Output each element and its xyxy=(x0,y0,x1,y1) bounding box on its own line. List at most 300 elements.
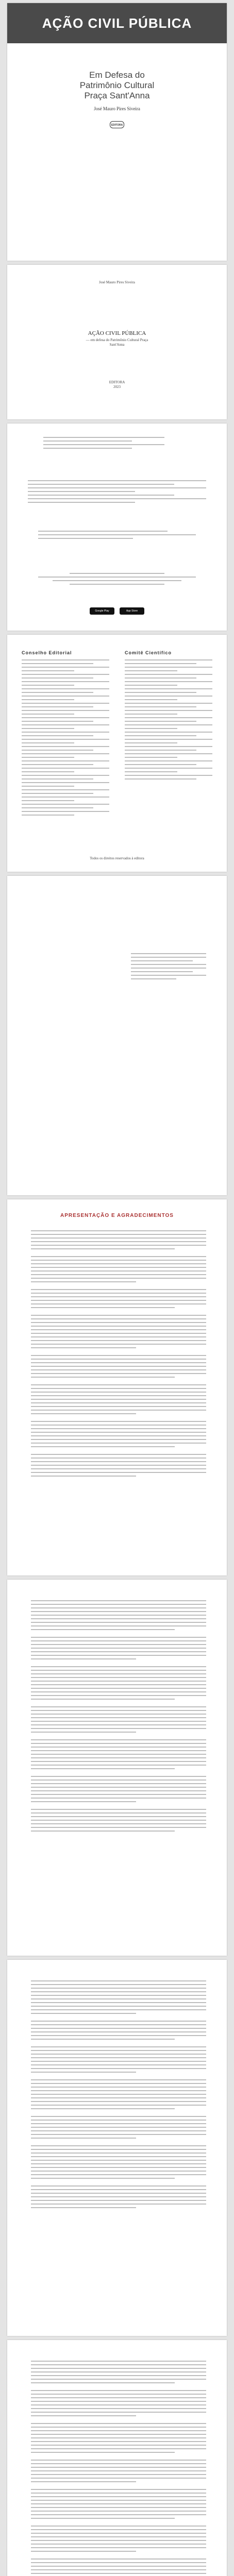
text-line xyxy=(22,771,74,772)
text-line xyxy=(22,742,74,743)
text-line xyxy=(31,1794,206,1795)
text-line xyxy=(43,440,132,442)
text-line xyxy=(31,2445,206,2446)
board-left-heading: Conselho Editorial xyxy=(22,650,72,655)
text-line xyxy=(125,775,212,776)
cover-title-band xyxy=(7,3,227,43)
text-line xyxy=(31,1761,206,1762)
text-line xyxy=(22,764,93,765)
text-line xyxy=(28,487,206,488)
text-line xyxy=(31,1684,206,1685)
text-line xyxy=(31,2009,206,2010)
text-line xyxy=(31,1446,175,1447)
text-line xyxy=(125,714,177,715)
text-line xyxy=(31,2178,175,2179)
text-line xyxy=(31,1776,206,1777)
text-line xyxy=(31,2474,206,2475)
text-line xyxy=(125,688,212,689)
text-line xyxy=(31,1432,206,1433)
text-line xyxy=(22,807,93,808)
text-line xyxy=(31,1717,206,1718)
text-line xyxy=(31,2090,206,2091)
text-line xyxy=(31,1270,206,1272)
text-line xyxy=(31,2415,136,2416)
text-line xyxy=(22,789,109,790)
text-line xyxy=(31,1980,206,1981)
text-line xyxy=(31,2404,206,2405)
dedication-text xyxy=(131,953,206,982)
text-line xyxy=(31,2364,206,2365)
text-line xyxy=(31,1329,206,1330)
text-line xyxy=(31,1988,206,1989)
text-line xyxy=(22,667,109,668)
text-line xyxy=(31,1699,175,1700)
text-line xyxy=(28,498,206,499)
text-line xyxy=(22,753,109,754)
text-line xyxy=(31,1402,206,1403)
text-line xyxy=(31,1278,206,1279)
board-footer: Todos os direitos reservados à editora xyxy=(90,856,144,860)
half-title-publisher: EDITORA xyxy=(109,380,125,384)
text-line xyxy=(125,685,177,686)
text-line xyxy=(125,703,212,704)
text-line xyxy=(22,681,109,682)
text-line xyxy=(31,2382,175,2383)
text-line xyxy=(31,2087,206,2088)
text-line xyxy=(31,2068,206,2069)
text-line xyxy=(22,663,93,664)
text-line xyxy=(31,2145,206,2146)
editorial-board-page xyxy=(7,635,227,872)
copyright-block xyxy=(43,437,191,451)
text-line xyxy=(28,495,174,496)
text-line xyxy=(31,1768,175,1769)
text-line xyxy=(31,1827,206,1828)
page-body xyxy=(31,1980,206,2211)
text-line xyxy=(31,1465,206,1466)
text-line xyxy=(31,2050,206,2051)
text-line xyxy=(31,2437,206,2438)
acknowledgements-page xyxy=(7,1199,227,1575)
text-line xyxy=(31,1307,175,1308)
text-line xyxy=(22,793,93,794)
text-line xyxy=(22,746,109,747)
text-line xyxy=(125,778,196,779)
text-line xyxy=(31,2544,206,2545)
text-line xyxy=(31,2024,206,2025)
text-line xyxy=(31,2371,206,2372)
text-line xyxy=(31,1604,206,1605)
text-line xyxy=(31,2434,206,2435)
text-line xyxy=(31,1706,206,1707)
text-line xyxy=(125,699,177,700)
text-line xyxy=(22,685,74,686)
text-line xyxy=(31,2573,206,2574)
text-line xyxy=(31,1476,136,1477)
half-title-author: José Mauro Pires Siveira xyxy=(99,280,135,284)
text-line xyxy=(31,1673,206,1674)
text-line xyxy=(31,2116,206,2117)
text-line xyxy=(31,2427,206,2428)
text-line xyxy=(31,1421,206,1422)
cover-subtitle-line: Patrimônio Cultural xyxy=(79,80,155,90)
text-line xyxy=(31,2021,206,2022)
text-line xyxy=(31,1681,206,1682)
text-line xyxy=(31,2097,206,2098)
text-line xyxy=(22,674,109,675)
text-line xyxy=(31,1245,206,1246)
text-page xyxy=(7,1580,227,1956)
text-line xyxy=(22,804,109,805)
text-line xyxy=(22,688,109,689)
text-line xyxy=(31,1355,206,1356)
text-line xyxy=(31,2120,206,2121)
text-line xyxy=(31,1248,175,1249)
text-line xyxy=(31,1395,206,1396)
text-line xyxy=(31,2470,206,2471)
text-line xyxy=(131,957,206,958)
text-line xyxy=(22,706,93,707)
text-line xyxy=(31,1801,136,1802)
text-line xyxy=(31,2401,206,2402)
text-line xyxy=(43,444,164,445)
text-line xyxy=(31,1677,206,1678)
text-line xyxy=(31,1984,206,1985)
text-line xyxy=(31,2160,206,2161)
text-line xyxy=(31,1443,206,1444)
text-line xyxy=(31,2566,206,2567)
cover-subtitle-line: Praça Sant'Anna xyxy=(84,91,150,100)
text-line xyxy=(53,580,182,581)
text-line xyxy=(31,1336,206,1337)
board-right-heading: Comitê Científico xyxy=(125,650,172,655)
text-line xyxy=(31,1410,206,1411)
text-line xyxy=(31,1373,206,1374)
text-line xyxy=(31,2496,206,2497)
text-line xyxy=(31,2536,206,2537)
text-line xyxy=(31,2156,206,2157)
text-line xyxy=(31,2478,206,2479)
isbn-block xyxy=(38,531,196,541)
text-line xyxy=(31,2006,206,2007)
text-line xyxy=(31,1798,206,1799)
text-line xyxy=(31,1260,206,1261)
cover-author: José Mauro Pires Siveira xyxy=(94,106,140,111)
text-line xyxy=(31,1315,206,1316)
text-line xyxy=(125,663,196,664)
text-line xyxy=(22,750,93,751)
text-line xyxy=(38,538,133,539)
text-line xyxy=(31,2046,206,2047)
text-line xyxy=(31,2079,206,2080)
text-line xyxy=(31,1322,206,1323)
text-line xyxy=(31,1998,206,1999)
text-line xyxy=(31,1318,206,1319)
text-line xyxy=(31,1230,206,1231)
text-line xyxy=(31,2430,206,2431)
text-line xyxy=(22,717,109,718)
text-line xyxy=(31,2503,206,2504)
app-store-badge[interactable]: App Store xyxy=(120,607,144,615)
text-line xyxy=(22,811,109,812)
cover-subtitle-line: Em Defesa do xyxy=(89,70,145,80)
text-line xyxy=(31,2054,206,2055)
text-line xyxy=(31,2035,206,2036)
board-left-column xyxy=(22,650,109,818)
text-line xyxy=(31,2511,206,2512)
text-line xyxy=(31,1377,175,1378)
text-line xyxy=(131,960,193,961)
page-body xyxy=(31,1600,206,1834)
text-line xyxy=(31,1333,206,1334)
text-line xyxy=(125,760,212,761)
text-line xyxy=(22,710,109,711)
text-line xyxy=(28,480,206,481)
text-line xyxy=(31,2533,206,2534)
text-line xyxy=(131,971,193,972)
text-line xyxy=(22,728,74,729)
text-line xyxy=(31,1995,206,1996)
text-line xyxy=(31,2394,206,2395)
text-line xyxy=(31,2138,136,2139)
text-line xyxy=(31,1625,206,1626)
text-line xyxy=(31,2526,206,2527)
text-line xyxy=(31,2061,206,2062)
text-line xyxy=(31,2489,206,2490)
text-line xyxy=(31,2423,206,2424)
text-line xyxy=(31,2562,206,2563)
text-line xyxy=(22,732,109,733)
text-line xyxy=(31,1710,206,1711)
text-line xyxy=(31,2507,206,2508)
text-line xyxy=(31,1406,206,1407)
text-line xyxy=(22,778,93,779)
text-line xyxy=(31,1458,206,1459)
text-line xyxy=(31,1991,206,1992)
text-line xyxy=(31,2185,206,2187)
text-line xyxy=(31,2174,206,2175)
text-line xyxy=(125,674,212,675)
text-line xyxy=(31,2518,175,2519)
dedication-page xyxy=(7,876,227,1195)
text-line xyxy=(125,771,177,772)
text-line xyxy=(31,1384,206,1385)
text-line xyxy=(31,1823,206,1824)
text-line xyxy=(22,659,109,660)
text-line xyxy=(31,1263,206,1264)
text-line xyxy=(31,2500,206,2501)
text-line xyxy=(31,1739,206,1740)
text-line xyxy=(31,1622,206,1623)
text-line xyxy=(31,1724,206,1725)
text-line xyxy=(31,1267,206,1268)
text-line xyxy=(31,1435,206,1436)
text-line xyxy=(31,1765,206,1766)
text-page xyxy=(7,2340,227,2576)
text-line xyxy=(31,2361,206,2362)
text-line xyxy=(31,1340,206,1341)
text-line xyxy=(31,1780,206,1781)
cataloging-record xyxy=(28,480,206,505)
text-line xyxy=(31,2200,206,2201)
text-line xyxy=(31,1721,206,1722)
text-line xyxy=(31,2412,206,2413)
publisher-logo xyxy=(110,121,124,128)
text-line xyxy=(131,975,206,976)
text-line xyxy=(31,2083,206,2084)
text-line xyxy=(31,1640,206,1641)
text-line xyxy=(31,1274,206,1275)
text-line xyxy=(125,739,212,740)
text-line xyxy=(31,2002,206,2003)
text-line xyxy=(31,2193,206,2194)
text-line xyxy=(70,573,164,574)
text-line xyxy=(22,721,93,722)
text-line xyxy=(31,2408,206,2409)
text-line xyxy=(31,1831,175,1832)
text-line xyxy=(31,2368,206,2369)
text-line xyxy=(31,1618,206,1619)
text-line xyxy=(31,2397,206,2398)
text-line xyxy=(31,2514,206,2515)
text-line xyxy=(31,2448,206,2449)
text-page xyxy=(7,1960,227,2336)
text-line xyxy=(31,1820,206,1821)
text-line xyxy=(31,1256,206,1257)
publisher-logo-text: EDITORA xyxy=(111,124,123,127)
text-line xyxy=(22,796,109,798)
text-line xyxy=(43,448,132,449)
text-line xyxy=(31,2558,206,2560)
text-line xyxy=(31,1425,206,1426)
text-line xyxy=(31,1607,206,1608)
text-line xyxy=(31,1347,136,1348)
text-line xyxy=(131,968,206,969)
text-line xyxy=(125,667,212,668)
text-line xyxy=(125,728,177,729)
text-line xyxy=(31,1326,206,1327)
text-line xyxy=(31,2189,206,2190)
text-line xyxy=(31,2452,175,2453)
text-line xyxy=(125,670,177,671)
text-line xyxy=(22,714,74,715)
text-line xyxy=(22,677,93,679)
text-line xyxy=(125,742,177,743)
text-line xyxy=(31,2094,206,2095)
text-line xyxy=(31,1691,206,1692)
text-line xyxy=(31,2031,206,2032)
cover-title: AÇÃO CIVIL PÚBLICA xyxy=(42,15,192,31)
text-line xyxy=(31,1655,206,1656)
text-line xyxy=(31,1783,206,1784)
text-line xyxy=(31,1388,206,1389)
text-line xyxy=(31,1670,206,1671)
text-line xyxy=(125,746,212,747)
text-line xyxy=(31,1369,206,1370)
text-line xyxy=(22,735,93,736)
text-line xyxy=(31,1413,136,1414)
text-line xyxy=(125,681,212,682)
text-line xyxy=(125,735,196,736)
text-line xyxy=(22,692,93,693)
text-line xyxy=(31,2390,206,2391)
text-line xyxy=(31,1728,206,1729)
text-line xyxy=(31,2134,206,2135)
text-line xyxy=(31,1637,206,1638)
text-line xyxy=(31,1454,206,1455)
text-line xyxy=(31,1743,206,1744)
text-line xyxy=(31,1787,206,1788)
text-line xyxy=(31,2569,206,2570)
text-line xyxy=(31,1238,206,1239)
text-line xyxy=(31,2127,206,2128)
half-title-page xyxy=(7,265,227,419)
text-line xyxy=(31,1399,206,1400)
google-play-badge[interactable]: Google Play xyxy=(90,607,114,615)
text-line xyxy=(31,1651,206,1652)
text-line xyxy=(31,2072,136,2073)
text-line xyxy=(31,2064,206,2065)
acknowledgements-heading: APRESENTAÇÃO E AGRADECIMENTOS xyxy=(60,1213,174,1218)
text-line xyxy=(22,768,109,769)
text-line xyxy=(22,670,74,671)
text-line xyxy=(22,775,109,776)
text-line xyxy=(125,710,212,711)
text-line xyxy=(31,1754,206,1755)
text-line xyxy=(31,1809,206,1810)
text-line xyxy=(31,2163,206,2164)
text-line xyxy=(31,2529,206,2530)
text-line xyxy=(31,1296,206,1297)
text-line xyxy=(31,2441,206,2442)
text-line xyxy=(125,696,212,697)
text-line xyxy=(125,692,196,693)
text-line xyxy=(31,2153,206,2154)
text-line xyxy=(125,750,196,751)
text-line xyxy=(31,1281,136,1282)
text-line xyxy=(31,1439,206,1440)
text-line xyxy=(31,2460,206,2461)
text-line xyxy=(31,2149,206,2150)
page-body xyxy=(31,2361,206,2576)
text-line xyxy=(31,1300,206,1301)
text-line xyxy=(31,1714,206,1715)
text-line xyxy=(125,706,196,707)
text-line xyxy=(22,703,109,704)
text-line xyxy=(31,1816,206,1817)
text-line xyxy=(31,1695,206,1696)
text-line xyxy=(31,1289,206,1290)
text-line xyxy=(125,732,212,733)
text-line xyxy=(31,1600,206,1601)
text-line xyxy=(31,2013,136,2014)
text-line xyxy=(31,2207,136,2208)
text-line xyxy=(125,717,212,718)
text-line xyxy=(125,659,212,660)
text-line xyxy=(31,1629,175,1630)
text-line xyxy=(31,2130,206,2131)
text-line xyxy=(31,2463,206,2464)
text-line xyxy=(31,1362,206,1363)
text-line xyxy=(125,677,196,679)
text-line xyxy=(31,2057,206,2058)
text-line xyxy=(22,782,109,783)
text-line xyxy=(31,1812,206,1814)
text-line xyxy=(22,800,74,801)
text-line xyxy=(22,739,109,740)
text-line xyxy=(31,2493,206,2494)
text-line xyxy=(31,1747,206,1748)
